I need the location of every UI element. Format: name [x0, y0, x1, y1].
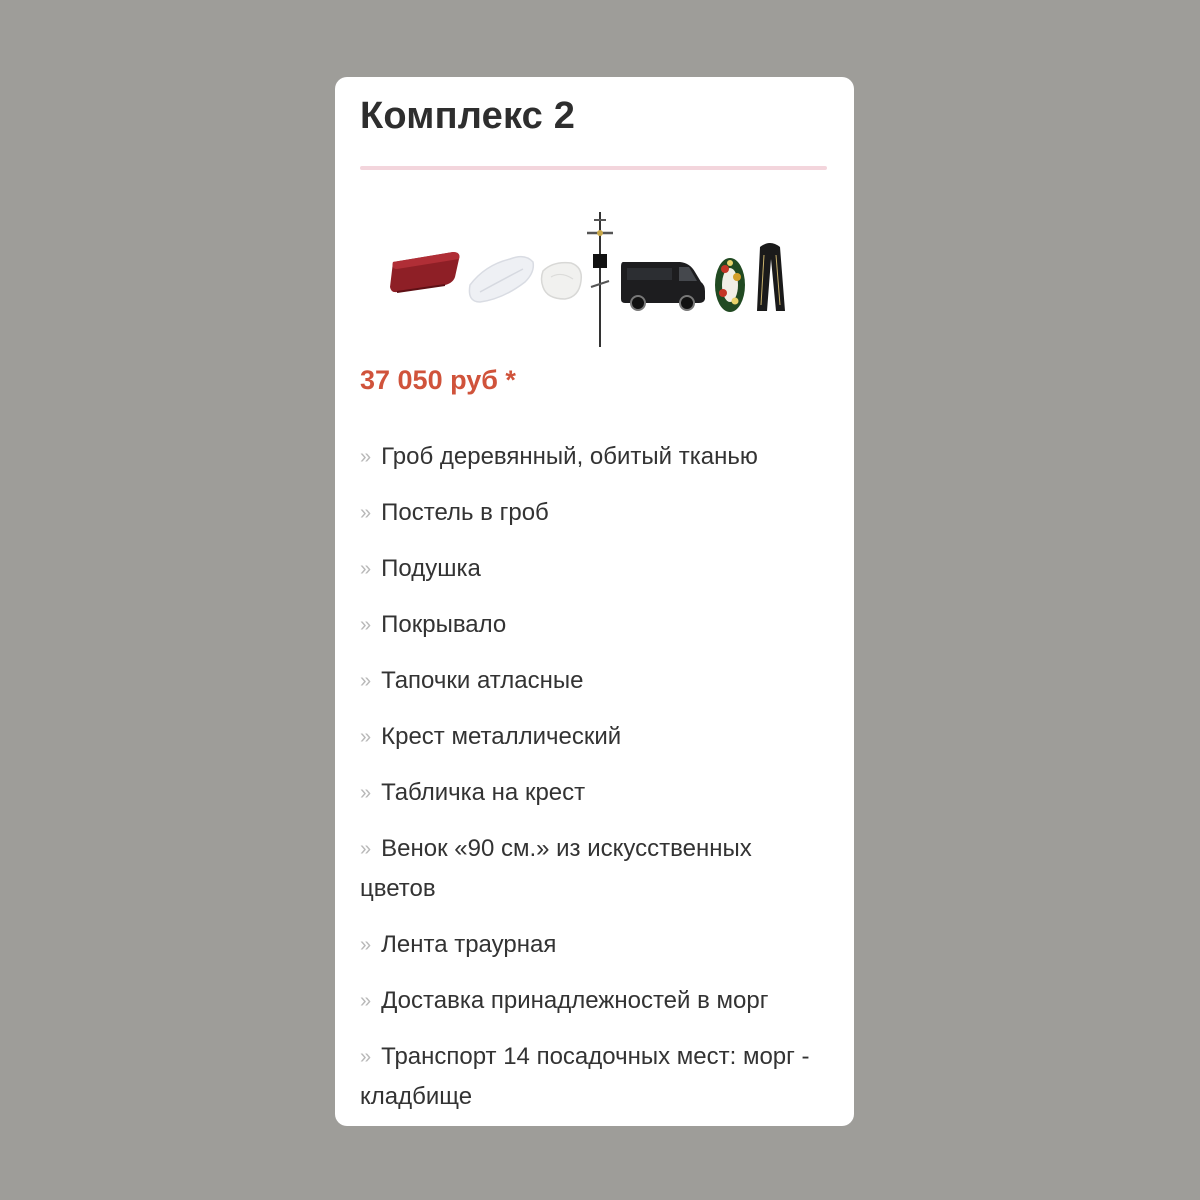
list-item — [360, 981, 830, 1021]
list-item — [360, 717, 830, 757]
list-item — [360, 493, 830, 533]
item-text: Транспорт 14 посадочных мест: морг - кладбище — [360, 1043, 810, 1110]
bedding-icon — [469, 257, 533, 302]
chevron-double-icon: » — [360, 558, 372, 580]
item-text: Покрывало — [381, 611, 507, 638]
pillow-icon — [542, 263, 582, 299]
list-item — [360, 661, 830, 701]
chevron-double-icon: » — [360, 782, 372, 804]
title-divider — [360, 166, 827, 170]
chevron-double-icon: » — [360, 502, 372, 524]
item-text: Табличка на крест — [381, 779, 586, 806]
chevron-double-icon: » — [360, 934, 372, 956]
list-item — [360, 925, 830, 965]
chevron-double-icon: » — [360, 614, 372, 636]
chevron-double-icon: » — [360, 726, 372, 748]
item-text: Подушка — [381, 555, 481, 582]
list-item — [360, 605, 830, 645]
list-item — [360, 549, 830, 589]
chevron-double-icon: » — [360, 990, 372, 1012]
hearse-van-icon — [621, 262, 705, 310]
list-item — [360, 437, 830, 477]
item-text: Постель в гроб — [381, 499, 549, 526]
package-card — [335, 77, 854, 1126]
item-text: Крест металлический — [381, 723, 622, 750]
item-text: Тапочки атласные — [381, 667, 584, 694]
chevron-double-icon: » — [360, 670, 372, 692]
list-item — [360, 773, 830, 813]
wreath-icon — [715, 258, 745, 312]
chevron-double-icon: » — [360, 1046, 372, 1068]
list-item — [360, 1037, 830, 1117]
item-text: Венок «90 см.» из искусственных цветов — [360, 835, 752, 902]
ribbon-icon — [757, 243, 785, 311]
item-text: Доставка принадлежностей в морг — [381, 987, 769, 1014]
list-item — [360, 829, 830, 909]
product-images — [375, 207, 815, 352]
chevron-double-icon: » — [360, 446, 372, 468]
package-title: Комплекс 2 — [360, 95, 576, 137]
chevron-double-icon: » — [360, 838, 372, 860]
package-price: 37 050 руб * — [360, 365, 516, 395]
coffin-icon — [390, 252, 459, 292]
cross-icon — [587, 212, 613, 347]
item-text: Гроб деревянный, обитый тканью — [381, 443, 758, 470]
item-text: Лента траурная — [381, 931, 557, 958]
included-items-list — [360, 437, 830, 1133]
